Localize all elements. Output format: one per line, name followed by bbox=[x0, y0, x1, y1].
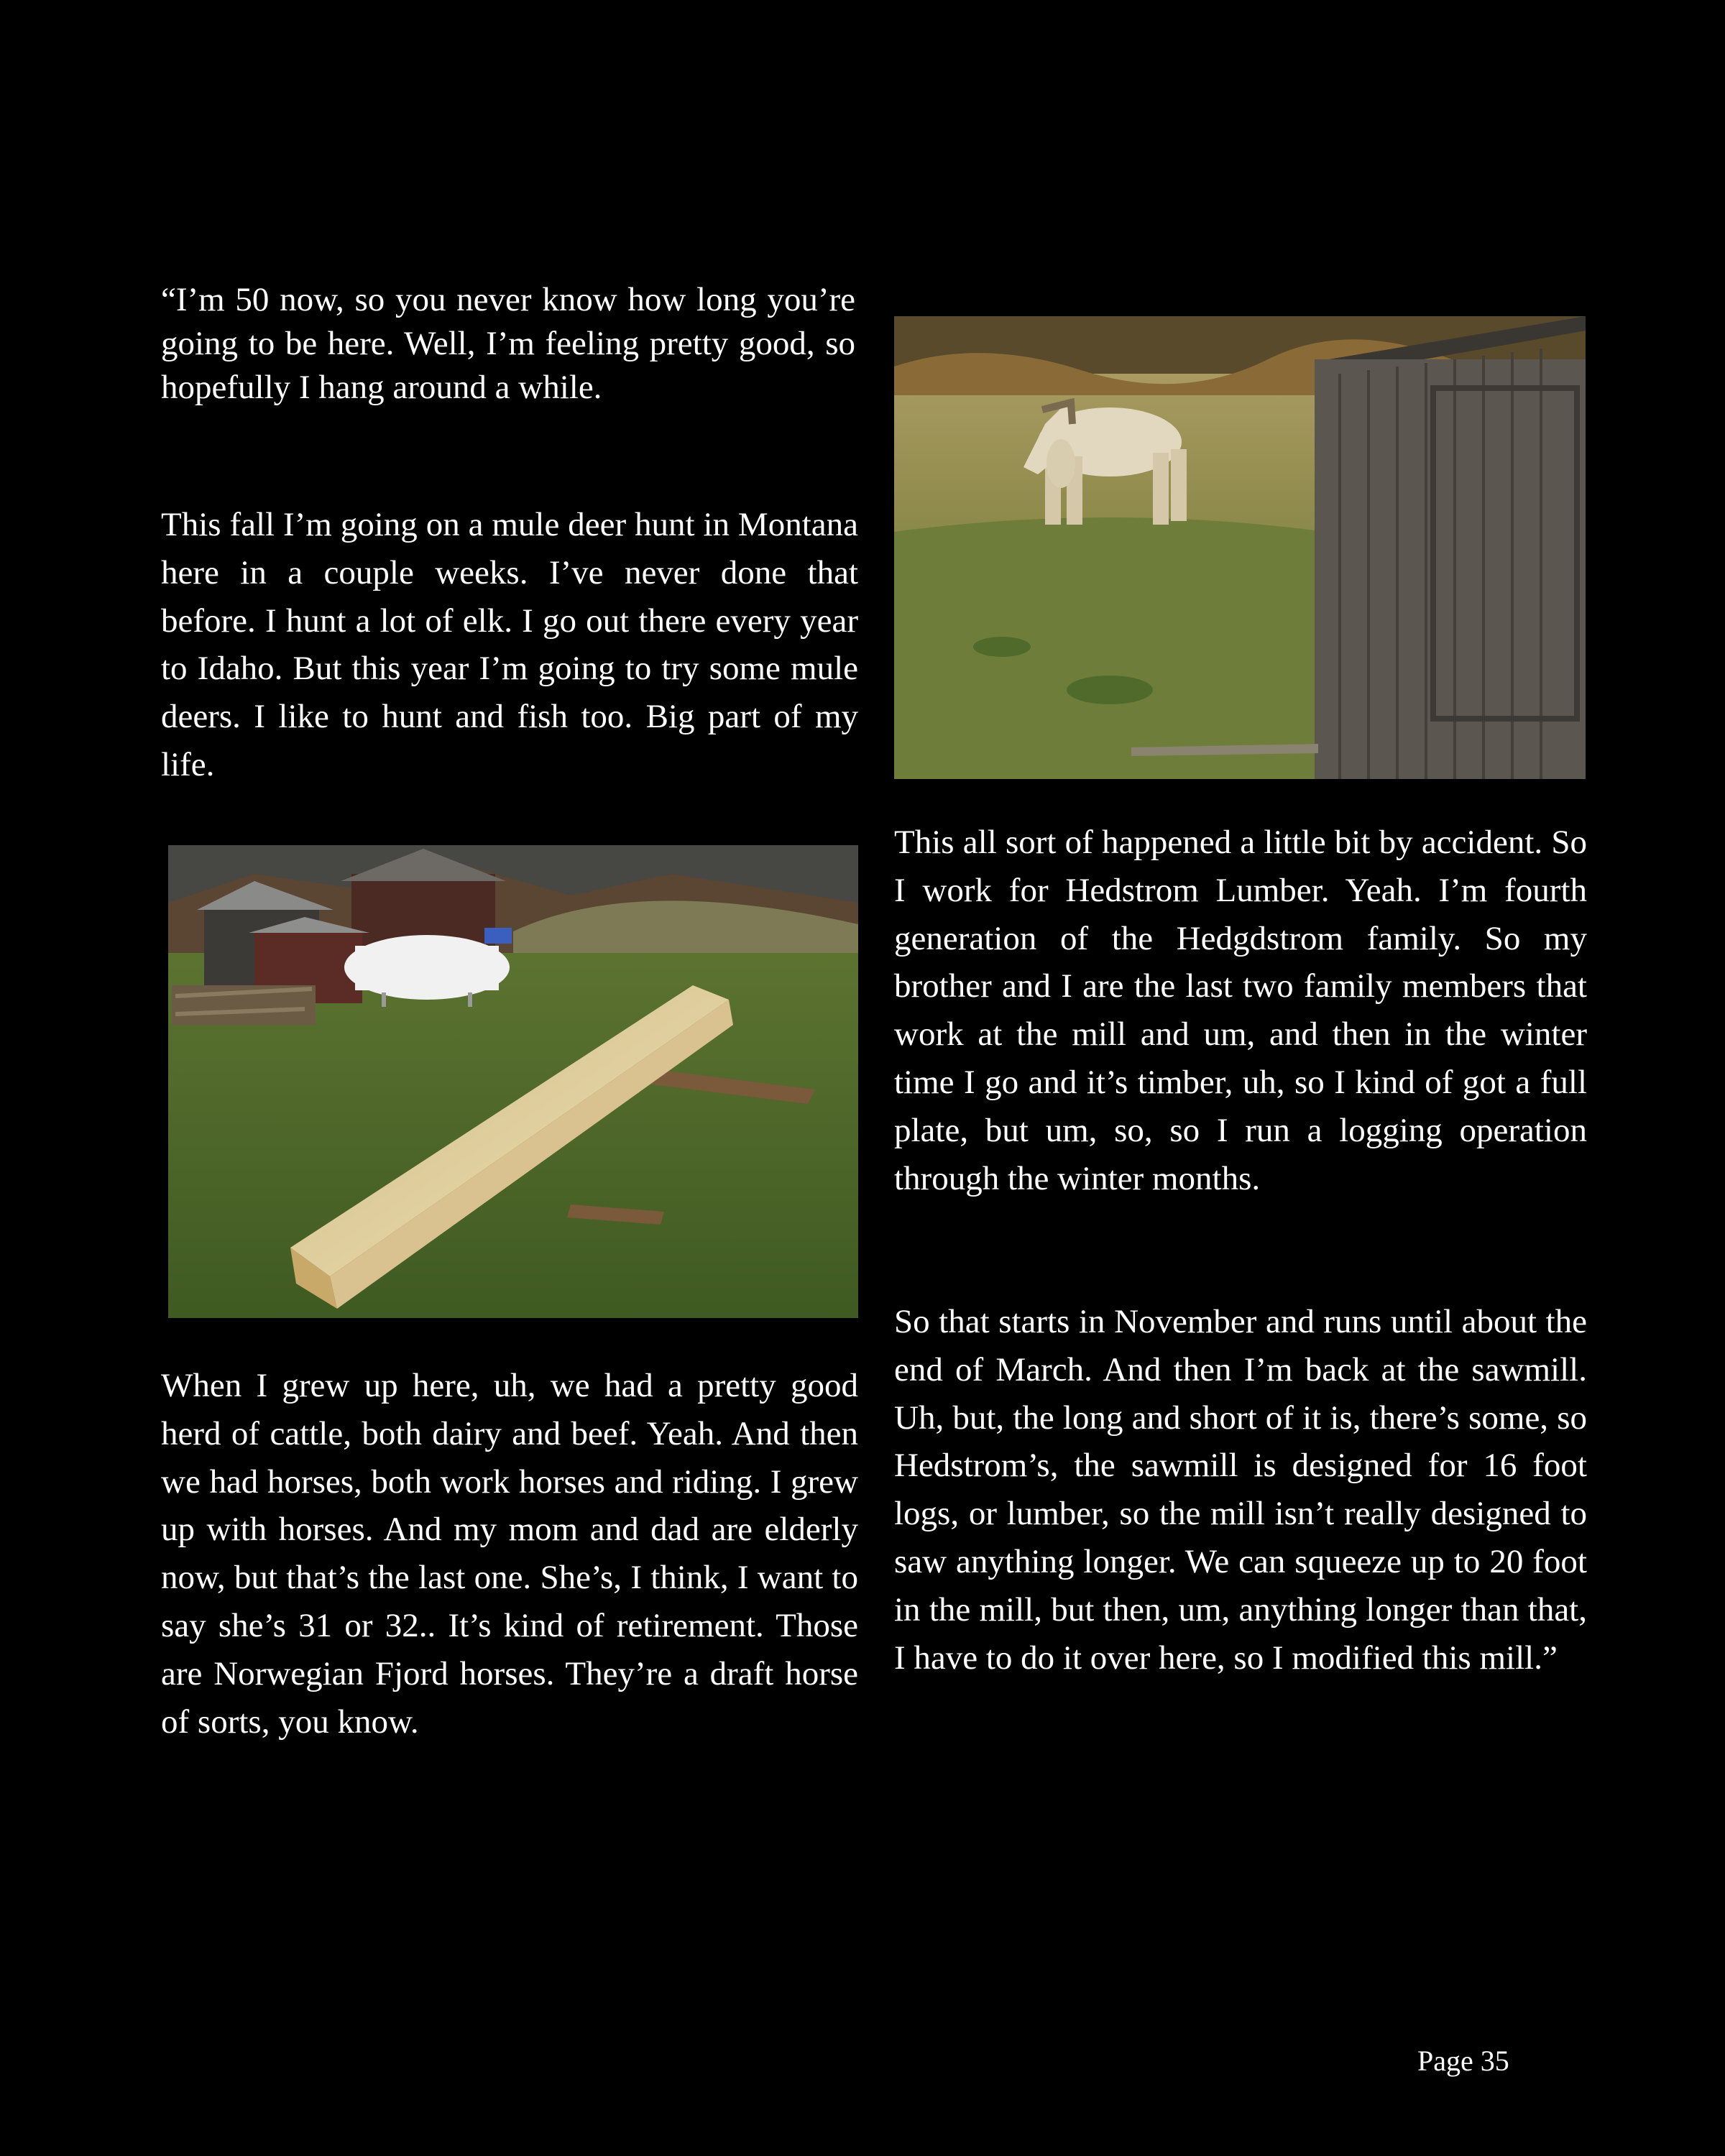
paragraph-accident-lumber: This all sort of happened a little bit by accident. So I work for Hedstrom Lumber. Yeah. I’m fourth generation of the Hedgdstrom family. So my brother and I are the last two family members that work at the mill and um, and then in the winter time I go and it’s timber, uh, so I kind of got a full plate, but um, so, so I run a logging operation through the winter months. bbox=[894, 824, 1587, 1197]
horse-by-barn-illustration bbox=[894, 316, 1586, 779]
paragraph-deer-hunt: This fall I’m going on a mule deer hunt in Montana here in a couple weeks. I’ve never done that before. I hunt a lot of elk. I go out there every year to Idaho. But this year I’m going to try some mule deers. I like to hunt and fish too. Big part of my life. bbox=[161, 506, 858, 783]
horse-by-barn-photo bbox=[894, 316, 1586, 779]
paragraph-growing-up: When I grew up here, uh, we had a pretty good herd of cattle, both dairy and beef. Yeah. And then we had horses, both work horses and riding. I grew up with horses. And my mom and dad are elderly now, but that’s the last one. She’s, I think, I want to say she’s 31 or 32.. It’s kind of retirement. Those are Norwegian Fjord horses. They’re a draft horse of sorts, you know. bbox=[161, 1367, 858, 1741]
page-number: Page 35 bbox=[1417, 2045, 1509, 2077]
timber-beam-illustration bbox=[168, 845, 858, 1318]
timber-beam-photo bbox=[168, 845, 858, 1318]
quote-paragraph-intro: “I’m 50 now, so you never know how long you’re going to be here. Well, I’m feeling pretty good, so hopefully I hang around a while. bbox=[161, 281, 855, 406]
paragraph-sawmill: So that starts in November and runs until about the end of March. And then I’m back at the sawmill. Uh, but, the long and short of it is, there’s some, so Hedstrom’s, the sawmill is designed for 16 foot logs, or lumber, so the mill isn’t really designed to saw anything longer. We can squeeze up to 20 foot in the mill, but then, um, anything longer than that, I have to do it over here, so I modified this mill.” bbox=[894, 1303, 1587, 1677]
